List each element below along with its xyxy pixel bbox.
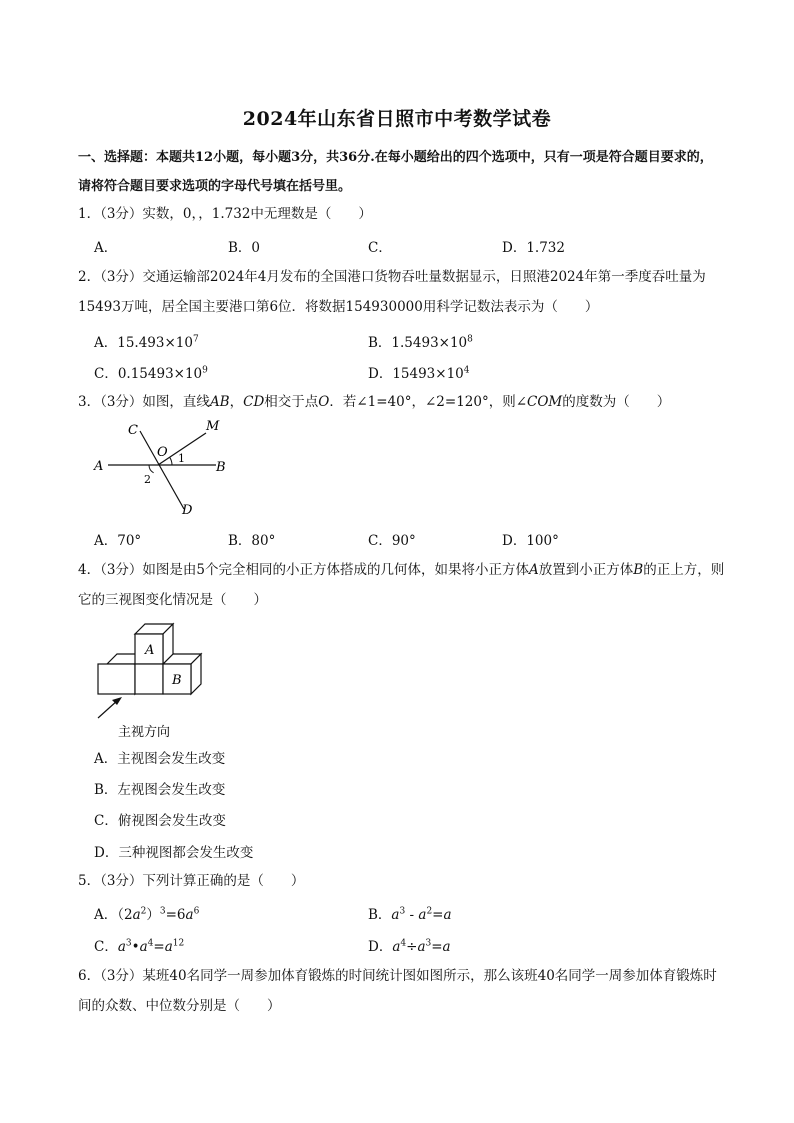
label-angle-1: 1	[178, 452, 185, 465]
label-m: M	[206, 419, 220, 434]
option-b[interactable]: B．$1.5493\times 10^8$	[368, 334, 473, 351]
angle-1-arc	[170, 457, 172, 465]
question-5-options-row2	[94, 935, 734, 957]
option-a[interactable]: A．主视图会发生改变	[94, 751, 226, 767]
question-5-options-row1	[94, 903, 734, 925]
label-c: C	[128, 423, 138, 438]
option-c[interactable]: C．$a^3•a^4=a^{12}$	[94, 938, 185, 955]
label-d: D	[182, 503, 193, 518]
option-c[interactable]: C．90°	[368, 533, 416, 549]
option-b[interactable]: B．80°	[228, 533, 276, 549]
question-2-options-row1	[94, 331, 734, 353]
view-direction-label: 主视方向	[118, 725, 171, 740]
question-4: 4．（3分）如图是由5个完全相同的小正方体搭成的几何体，如果将小正方体A放置到小正方体B的正上方，则它的三视图变化情况是（ ）	[78, 562, 725, 608]
intersecting-lines-figure	[88, 413, 248, 519]
page-title: 2024年山东省日照市中考数学试卷	[242, 108, 552, 130]
question-1-options	[94, 236, 734, 258]
label-a: A	[94, 459, 104, 474]
option-b[interactable]: B．0	[228, 240, 261, 256]
question-2: 2．（3分）交通运输部2024年4月发布的全国港口货物吞吐量数据显示，日照港2024年第一季度吞吐量为15493万吨，居全国主要港口第6位．将数据154930000用科学记数法表示为（ ）	[78, 269, 706, 315]
option-b[interactable]: B．$a^3 - a^2=a$	[368, 906, 452, 923]
cube-label-a: A	[145, 643, 155, 658]
option-d[interactable]: D．100°	[502, 533, 559, 549]
option-d[interactable]: D．$15493\times 10^4$	[368, 365, 470, 382]
option-a[interactable]: A．$(2a^2)^3=6a^6$	[94, 906, 200, 923]
question-5: 5．（3分）下列计算正确的是（ ）	[78, 873, 305, 889]
question-1: 1．（3分）实数，0，，1.732中无理数是（ ）	[78, 206, 372, 222]
question-6: 6．（3分）某班40名同学一周参加体育锻炼的时间统计图如图所示，那么该班40名同学一周参加体育锻炼时间的众数、中位数分别是（ ）	[78, 968, 717, 1014]
angle-2-arc	[149, 465, 154, 473]
option-a[interactable]: A．	[94, 240, 118, 256]
question-3-options	[94, 529, 734, 551]
option-d[interactable]: D．$a^4\div a^3=a$	[368, 938, 451, 955]
label-b: B	[216, 460, 226, 475]
option-b[interactable]: B．左视图会发生改变	[94, 782, 226, 798]
cube-stack-figure	[90, 618, 220, 740]
option-c[interactable]: C．俯视图会发生改变	[94, 813, 226, 829]
label-o: O	[157, 445, 168, 460]
option-c[interactable]: C．$0.15493\times 10^9$	[94, 365, 208, 382]
question-2-options-row2	[94, 362, 734, 384]
option-d[interactable]: D．三种视图都会发生改变	[94, 845, 254, 861]
option-a[interactable]: A．$15.493\times 10^7$	[94, 334, 199, 351]
cube-label-b: B	[172, 673, 182, 688]
option-d[interactable]: D．1.732	[502, 240, 565, 256]
option-c[interactable]: C．	[368, 240, 392, 256]
label-angle-2: 2	[144, 473, 151, 486]
section-heading: 一、选择题：本题共12小题，每小题3分，共36分.在每小题给出的四个选项中，只有一项是符合题目要求的，请将符合题目要求选项的字母代号填在括号里。	[78, 150, 713, 194]
question-3: 3．（3分）如图，直线AB，CD相交于点O．若∠1=40°，∠2=120°，则∠COM的度数为（ ）	[78, 394, 671, 410]
line-cd	[140, 431, 184, 509]
option-a[interactable]: A．70°	[94, 533, 142, 549]
